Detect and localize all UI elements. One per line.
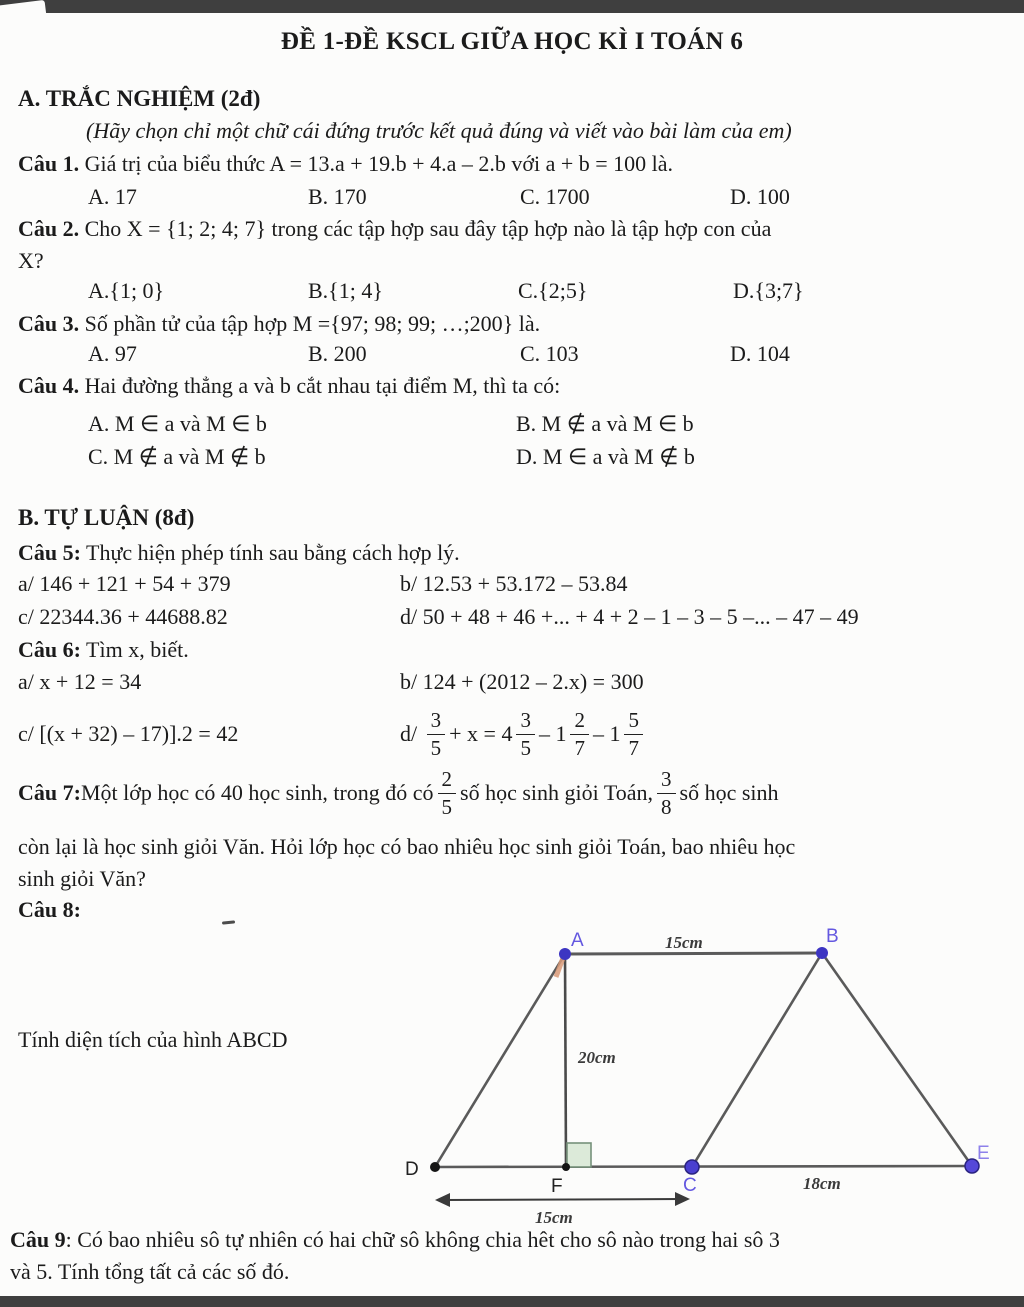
segment-BE	[822, 953, 972, 1166]
point-dot-C	[685, 1160, 699, 1174]
question-9	[10, 1227, 780, 1253]
question-6-label: Câu 6:	[18, 637, 81, 662]
point-label-C: C	[683, 1175, 697, 1196]
question-9-label: Câu 9	[10, 1227, 66, 1252]
question-2	[18, 216, 771, 242]
question-4-text: Hai đường thẳng a và b cắt nhau tại điểm M, thì ta có:	[79, 373, 561, 398]
section-b-heading: B. TỰ LUẬN (8đ)	[18, 505, 195, 530]
stray-pen-mark	[222, 920, 235, 924]
q7-text-2: số học sinh giỏi Toán,	[460, 780, 654, 805]
right-angle-marker	[567, 1143, 591, 1167]
page-title: ĐỀ 1-ĐỀ KSCL GIỮA HỌC KÌ I TOÁN 6	[280, 28, 744, 55]
geometry-figure	[400, 920, 1024, 1230]
q3-option-d: D. 104	[730, 341, 790, 366]
q7-text-1: Một lớp học có 40 học sinh, trong đó có	[80, 780, 434, 805]
point-label-F: F	[551, 1176, 563, 1197]
question-3	[18, 311, 540, 337]
q6-part-b: b/ 124 + (2012 – 2.x) = 300	[400, 669, 644, 694]
q7-text-5: sinh giỏi Văn?	[18, 866, 146, 891]
question-8-label: Câu 8:	[18, 897, 81, 922]
q4-option-b: B. M ∉ a và M ∈ b	[516, 411, 694, 436]
point-label-E: E	[977, 1143, 990, 1164]
question-7-label: Câu 7:	[18, 780, 81, 805]
segment-DA	[435, 954, 565, 1167]
point-label-A: A	[571, 930, 584, 951]
q2-option-d: D.{3;7}	[733, 278, 804, 303]
bottom-scan-bar	[0, 1296, 1024, 1307]
fraction-numerator: 2	[574, 707, 585, 732]
question-6	[18, 637, 189, 663]
q6-part-a: a/ x + 12 = 34	[18, 669, 142, 694]
question-2-label: Câu 2.	[18, 216, 80, 241]
fraction	[438, 766, 457, 819]
measure-arrowhead-left	[435, 1193, 450, 1207]
q3-option-c: C. 103	[520, 341, 579, 366]
q4-option-d: D. M ∈ a và M ∉ b	[516, 444, 695, 469]
fraction-numerator: 3	[520, 707, 531, 732]
q5-part-c: c/ 22344.36 + 44688.82	[18, 604, 228, 629]
segment-AF-height	[565, 954, 566, 1167]
question-2-text2: X?	[18, 248, 44, 273]
q2-option-a: A.{1; 0}	[88, 278, 165, 303]
question-2-text: Cho X = {1; 2; 4; 7} trong các tập hợp sau đây tập hợp nào là tập hợp con của	[79, 216, 772, 241]
question-5	[18, 540, 460, 566]
fraction	[657, 766, 676, 819]
fraction-numerator: 2	[441, 766, 453, 791]
question-4-label: Câu 4.	[18, 373, 80, 398]
q6d-mid1: + x = 4	[449, 721, 513, 746]
point-dot-F	[562, 1163, 570, 1171]
q9-text-2: và 5. Tính tổng tất cả các số đó.	[10, 1259, 290, 1284]
q6d-mid3: – 1	[592, 721, 621, 746]
question-7	[18, 764, 779, 822]
q7-text-3: số học sinh	[679, 780, 779, 805]
point-dot-B	[816, 947, 828, 959]
question-8-task: Tính diện tích của hình ABCD	[18, 1027, 288, 1052]
fraction-numerator: 5	[628, 707, 639, 732]
q6d-prefix: d/	[400, 721, 418, 746]
q3-option-b: B. 200	[308, 341, 367, 366]
question-1	[18, 151, 673, 177]
point-dot-A	[559, 948, 571, 960]
scan-highlight-mark	[556, 958, 563, 977]
point-dot-D	[430, 1162, 440, 1172]
fraction	[427, 707, 446, 760]
question-3-label: Câu 3.	[18, 311, 80, 336]
q9-text-1: : Có bao nhiêu sô tự nhiên có hai chữ sô không chia hêt cho sô nào trong hai sô 3	[65, 1227, 780, 1252]
measure-arrow-line	[443, 1199, 682, 1200]
q7-text-4: còn lại là học sinh giỏi Văn. Hỏi lớp học có bao nhiêu học sinh giỏi Toán, bao nhiêu học	[18, 834, 796, 859]
q1-option-d: D. 100	[730, 184, 790, 209]
q5-part-d: d/ 50 + 48 + 46 +... + 4 + 2 – 1 – 3 – 5 –... – 47 – 49	[400, 604, 859, 629]
dim-label-DC: 15cm	[535, 1208, 573, 1227]
question-1-label: Câu 1.	[18, 151, 80, 176]
q1-option-c: C. 1700	[520, 184, 590, 209]
section-a-heading: A. TRẮC NGHIỆM (2đ)	[18, 86, 261, 111]
question-6-text: Tìm x, biết.	[80, 637, 189, 662]
fraction-denominator: 5	[516, 734, 535, 759]
fraction-denominator: 5	[427, 734, 446, 759]
instruction-line: (Hãy chọn chỉ một chữ cái đứng trước kết quả đúng và viết vào bài làm của em)	[86, 118, 792, 143]
scan-artifact-notch	[0, 0, 47, 28]
fraction-numerator: 3	[661, 766, 672, 791]
fraction-denominator: 7	[570, 734, 589, 759]
q2-option-b: B.{1; 4}	[308, 278, 383, 303]
q1-option-a: A. 17	[88, 184, 137, 209]
q5-part-a: a/ 146 + 121 + 54 + 379	[18, 571, 231, 596]
segment-AB	[565, 953, 822, 954]
dim-label-AB: 15cm	[665, 933, 703, 952]
question-1-text: Giá trị của biểu thức A = 13.a + 19.b + 4.a – 2.b với a + b = 100 là.	[79, 151, 674, 176]
q6d-mid2: – 1	[538, 721, 567, 746]
q1-option-b: B. 170	[308, 184, 367, 209]
dim-label-AF: 20cm	[578, 1048, 616, 1067]
fraction-denominator: 8	[657, 793, 676, 818]
fraction-denominator: 7	[624, 734, 643, 759]
question-4	[18, 373, 560, 399]
fraction	[624, 707, 643, 760]
q4-option-c: C. M ∉ a và M ∉ b	[88, 444, 266, 469]
fraction	[516, 707, 535, 760]
point-label-B: B	[826, 926, 839, 947]
question-5-text: Thực hiện phép tính sau bằng cách hợp lý.	[80, 540, 460, 565]
dim-label-CE: 18cm	[803, 1174, 841, 1193]
q2-option-c: C.{2;5}	[518, 278, 588, 303]
question-3-text: Số phần tử của tập hợp M ={97; 98; 99; …;200} là.	[79, 311, 541, 336]
top-scan-bar	[0, 0, 1024, 13]
q3-option-a: A. 97	[88, 341, 137, 366]
q5-part-b: b/ 12.53 + 53.172 – 53.84	[400, 571, 628, 596]
q6-part-d	[400, 702, 647, 766]
q6-part-c: c/ [(x + 32) – 17)].2 = 42	[18, 721, 239, 746]
fraction-numerator: 3	[430, 707, 442, 732]
q4-option-a: A. M ∈ a và M ∈ b	[88, 411, 267, 436]
segment-BC	[692, 953, 822, 1167]
fraction-denominator: 5	[438, 793, 457, 818]
question-5-label: Câu 5:	[18, 540, 81, 565]
fraction	[570, 707, 589, 760]
point-label-D: D	[405, 1159, 419, 1180]
segment-DE	[435, 1166, 972, 1167]
